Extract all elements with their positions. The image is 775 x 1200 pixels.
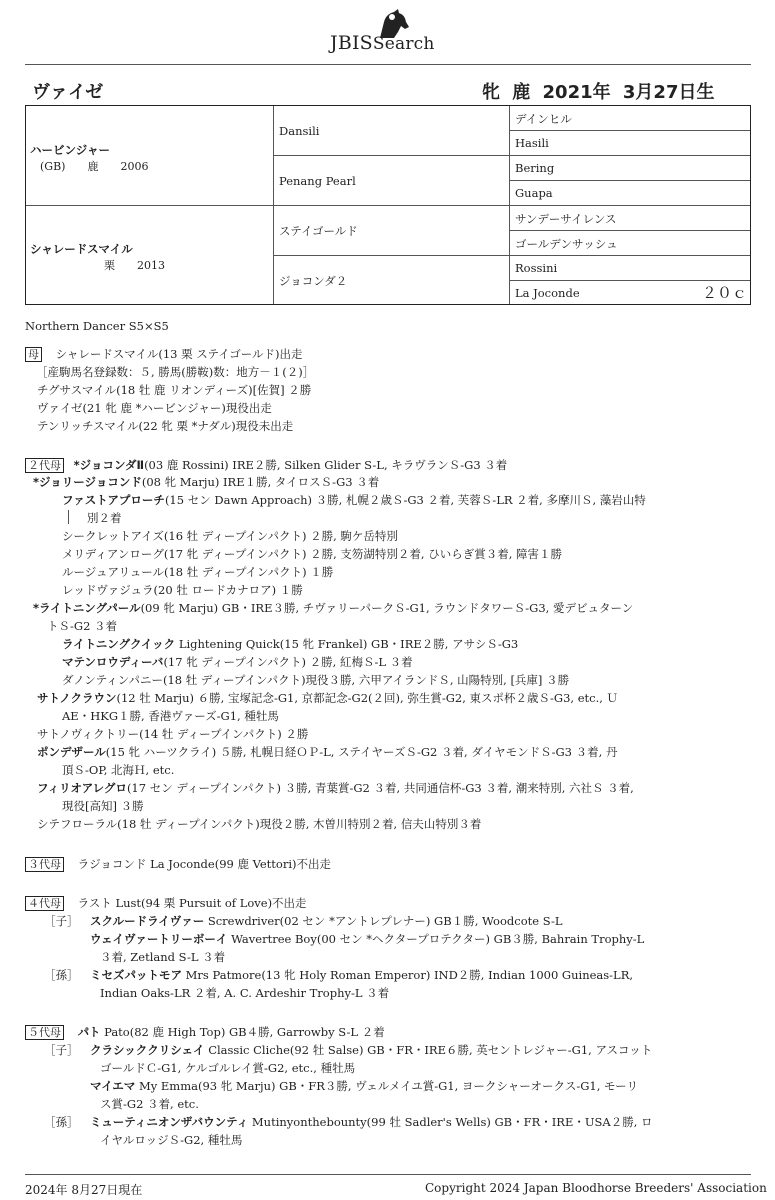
- g4-tag-3: ［孫］: [44, 968, 79, 982]
- dam-line-0: シャレードスマイル(13 栗 ステイゴールド)出走: [55, 347, 303, 361]
- dam-section-header: [25, 346, 303, 362]
- g4-line-3: ミセズパットモア Mrs Patmore(13 牝 Holy Roman Emperor) IND２勝, Indian 1000 Guineas-LR,: [90, 968, 634, 982]
- g4-tag-0: ［子］: [44, 914, 79, 928]
- dam-line-3: ヴァイゼ(21 牝 鹿 *ハービンジャー)現役出走: [37, 401, 272, 415]
- jbis-logo: [328, 8, 463, 54]
- g4-badge: ４代母: [25, 896, 64, 911]
- g5-line-3: ス賞-G2 ３着, etc.: [100, 1097, 199, 1111]
- ds-dam: ゴールデンサッシュ: [515, 237, 618, 251]
- dd-dam: La Joconde: [515, 286, 580, 300]
- g2-line-12: ダノンティンパニー(18 牡 ディープインパクト)現役３勝, 六甲アイランドＳ, 山陽特別, [兵庫] ３勝: [62, 673, 570, 687]
- g5-line-1: ゴールドＣ-G1, ケルゴルレイ賞-G2, etc., 種牡馬: [100, 1061, 356, 1075]
- g2-line-6: ルージュアリュール(18 牡 ディープインパクト) １勝: [62, 565, 334, 579]
- horse-name: ヴァイゼ: [32, 82, 104, 103]
- g5-header: ５代母 パト Pato(82 鹿 High Top) GB４勝, Garrowby S-L ２着: [25, 1024, 385, 1040]
- g5-badge: ５代母: [25, 1025, 64, 1040]
- header-divider: [25, 64, 751, 65]
- g5-line-2: マイエマ My Emma(93 牝 Marju) GB・FR３勝, ヴェルメイユ賞-G1, ヨークシャーオークス-G1, モーリ: [90, 1079, 639, 1093]
- g2-line-5: メリディアンローグ(17 牝 ディープインパクト) ２勝, 支笏湖特別２着, ひいらぎ賞３着, 障害１勝: [62, 547, 563, 561]
- dam-dam: ジョコンダ２: [279, 274, 348, 288]
- dd-sire: Rossini: [515, 261, 558, 275]
- g2-line-7: レッドヴァジュラ(20 牡 ロードカナロア) １勝: [62, 583, 303, 597]
- horse-info: 牝 鹿 2021年 3月27日生: [482, 82, 715, 103]
- g2-line-15: サトノヴィクトリー(14 牡 ディープインパクト) ２勝: [37, 727, 309, 741]
- dam-name: シャレードスマイル: [30, 242, 133, 256]
- sire-detail: (GB) 鹿 2006: [40, 160, 149, 173]
- logo-text: JBISSearch: [330, 32, 435, 54]
- dam-sire: ステイゴールド: [279, 224, 358, 238]
- footer-date: 2024年 8月27日現在: [25, 1183, 143, 1197]
- g2-line-19: 現役[高知] ３勝: [62, 799, 144, 813]
- g4-line-1: ウェイヴァートリーボーイ Wavertree Boy(00 セン *ヘクタープロテクター) GB３勝, Bahrain Trophy-L: [90, 932, 645, 946]
- g4-line-4: Indian Oaks-LR ２着, A. C. Ardeshir Trophy-L ３着: [100, 986, 390, 1000]
- g2-line-9: トＳ-G2 ３着: [47, 619, 118, 633]
- dam-line-2: チグサスマイル(18 牡 鹿 リオンディーズ)[佐賀] ２勝: [37, 383, 312, 397]
- dam-line-4: テンリッチスマイル(22 牝 栗 *ナダル)現役未出走: [37, 419, 294, 433]
- g2-line-10: ライトニングクイック Lightening Quick(15 牝 Frankel) GB・IRE２勝, アサシＳ-G3: [62, 637, 519, 651]
- pedigree-table: [25, 105, 751, 305]
- g2-line-2: ファストアプローチ(15 セン Dawn Approach) ３勝, 札幌２歳Ｓ-G3 ２着, 芙蓉Ｓ-LR ２着, 多摩川Ｓ, 藻岩山特: [62, 493, 646, 507]
- ss-dam: Hasili: [515, 136, 549, 150]
- g3-header: [25, 856, 331, 872]
- g3-line: ラジョコンド La Joconde(99 鹿 Vettori)不出走: [77, 857, 332, 871]
- ds-sire: サンデーサイレンス: [515, 212, 617, 226]
- sd-sire: Bering: [515, 161, 555, 175]
- dam-line-1: ［産駒馬名登録数：５, 勝馬(勝鞍)数：地方－１(２)］: [36, 365, 315, 379]
- dam-badge: 母: [25, 347, 42, 362]
- sire-name: ハービンジャー: [30, 143, 110, 157]
- g2-line-17: 頂Ｓ-OP, 北海Ｈ, etc.: [62, 763, 175, 777]
- dam-detail: 栗 2013: [104, 259, 165, 272]
- sire-sire: Dansili: [279, 124, 320, 138]
- g2-line-14: AE・HKG１勝, 香港ヴァーズ-G1, 種牡馬: [62, 709, 279, 723]
- g5-line-5: イヤルロッジＳ-G2, 種牡馬: [100, 1133, 243, 1147]
- g2-line-20: シテフローラル(18 牡 ディープインパクト)現役２勝, 木曽川特別２着, 信夫山特別３着: [37, 817, 482, 831]
- g2-line-4: シークレットアイズ(16 牡 ディープインパクト) ２勝, 駒ケ岳特別: [62, 529, 398, 543]
- ss-sire: デインヒル: [515, 112, 572, 126]
- g5-tag-4: ［孫］: [44, 1115, 79, 1129]
- family-number: ２０ｃ: [702, 284, 748, 302]
- g2-badge: ２代母: [25, 458, 64, 473]
- g4-line-0: スクルードライヴァー Screwdriver(02 セン *アントレプレナー) GB１勝, Woodcote S-L: [90, 914, 563, 928]
- g2-line-8: *ライトニングパール(09 牝 Marju) GB・IRE３勝, チヴァリーパークＳ-G1, ラウンドタワーＳ-G3, 愛デビュターン: [33, 601, 634, 615]
- g4-header: [25, 895, 307, 911]
- g2-line-11: マテンロウディーバ(17 牝 ディープインパクト) ２勝, 紅梅Ｓ-L ３着: [62, 655, 413, 669]
- g2-line-16: ポンデザール(15 牝 ハーツクライ) ５勝, 札幌日経ＯＰ-L, ステイヤーズＳ-G2 ３着, ダイヤモンドＳ-G3 ３着, 丹: [37, 745, 618, 759]
- g2-line-3: 別２着: [87, 511, 122, 525]
- g2-line-1: *ジョリージョコンド(08 牝 Marju) IRE１勝, タイロスＳ-G3 ３着: [33, 475, 380, 489]
- g5-line-4: ミューティニオンザバウンティ Mutinyonthebounty(99 牡 Sadler's Wells) GB・FR・IRE・USA２勝, ロ: [90, 1115, 653, 1129]
- g2-header: ２代母 *ジョコンダⅡ(03 鹿 Rossini) IRE２勝, Silken Glider S-L, キラヴランＳ-G3 ３着: [25, 457, 507, 473]
- sire-dam: Penang Pearl: [279, 174, 356, 188]
- sd-dam: Guapa: [515, 186, 553, 200]
- g4-line: ラスト Lust(94 栗 Pursuit of Love)不出走: [77, 896, 307, 910]
- g4-line-2: ３着, Zetland S-L ３着: [100, 950, 226, 964]
- g2-line-13: サトノクラウン(12 牡 Marju) ６勝, 宝塚記念-G1, 京都記念-G2(２回), 弥生賞-G2, 東スポ杯２歳Ｓ-G3, etc., Ｕ: [37, 691, 619, 705]
- footer-copyright: Copyright 2024 Japan Bloodhorse Breeders' Association: [425, 1181, 767, 1195]
- g5-tag-0: ［子］: [44, 1043, 79, 1057]
- inbreeding: Northern Dancer S5×S5: [25, 319, 169, 333]
- g5-line-0: クラシッククリシェイ Classic Cliche(92 牡 Salse) GB・FR・IRE６勝, 英セントレジャー-G1, アスコット: [90, 1043, 653, 1057]
- footer-divider: [25, 1174, 751, 1175]
- g2-line-18: フィリオアレグロ(17 セン ディープインパクト) ３勝, 青葉賞-G2 ３着, 共同通信杯-G3 ３着, 潮来特別, 六社Ｓ ３着,: [37, 781, 634, 795]
- g3-badge: ３代母: [25, 857, 64, 872]
